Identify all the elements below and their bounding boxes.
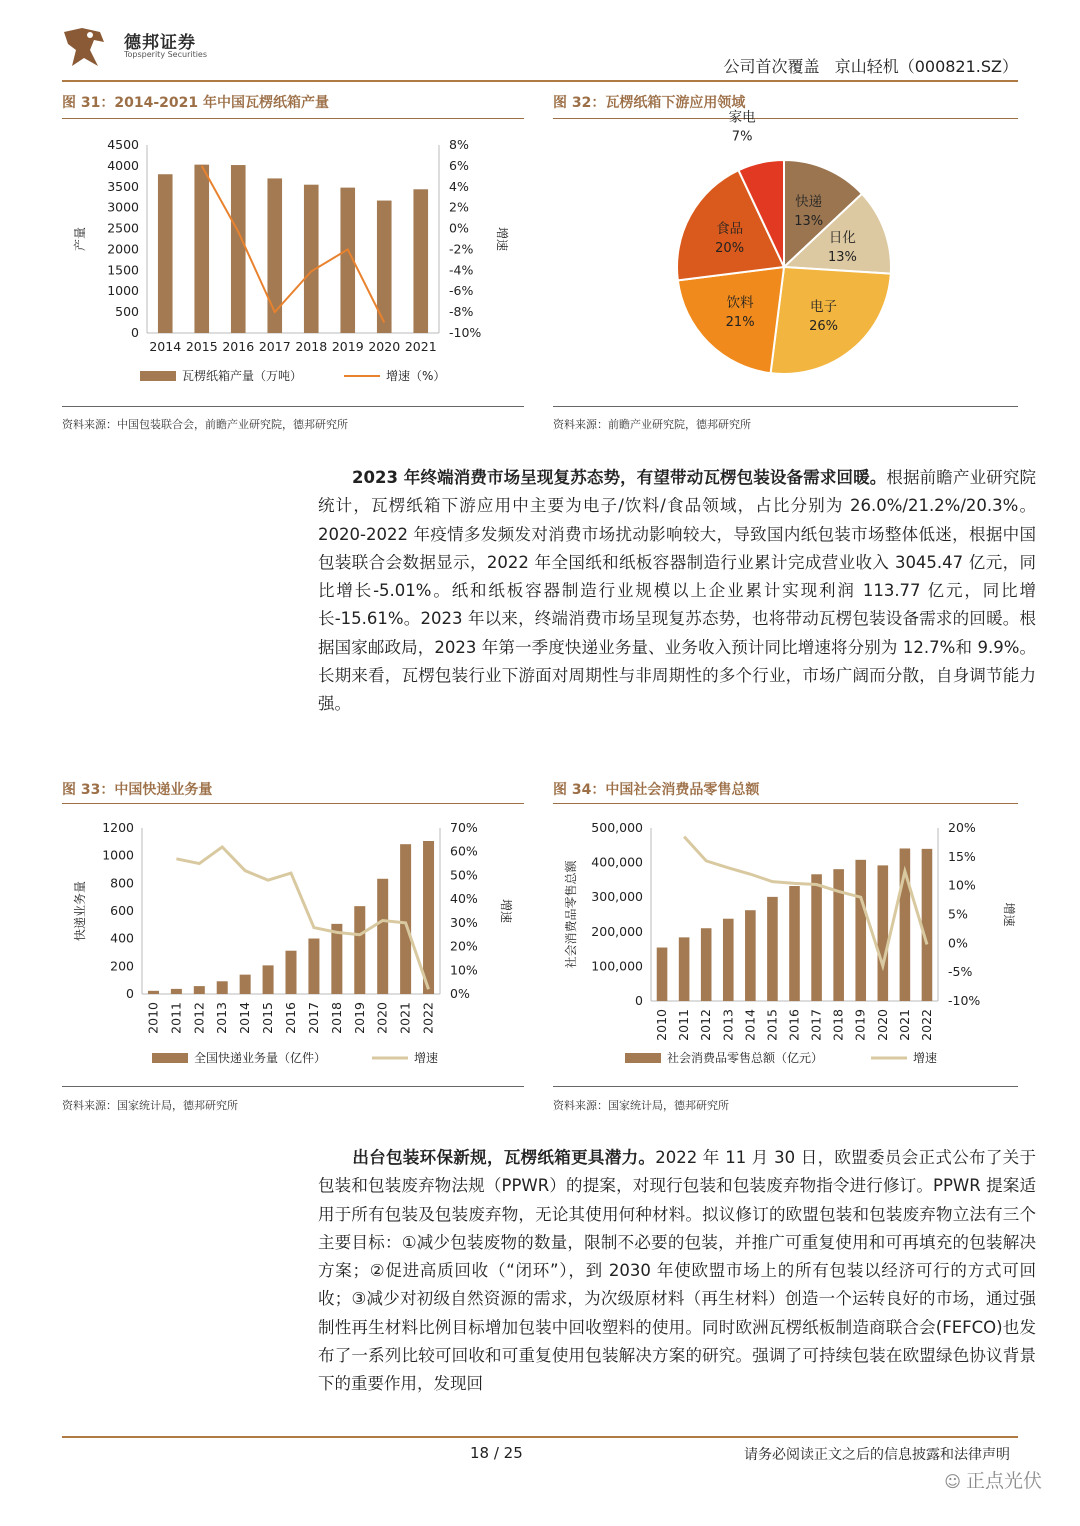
y-tick-label: 1500 [107,262,139,278]
pie-label: 食品 [716,221,744,238]
x-tick-label: 2020 [374,1002,390,1034]
logo-text: 德邦证券 [124,33,196,53]
bar [217,981,228,994]
y2-tick-label: -6% [449,283,474,299]
bar [701,928,712,1001]
x-tick-label: 2014 [742,1009,758,1041]
y-tick-label: 800 [110,875,134,891]
x-tick-label: 2015 [260,1002,276,1034]
y-tick-label: 0 [635,993,643,1008]
y2-tick-label: 30% [450,914,478,930]
y-tick-label: 200 [110,958,134,974]
x-tick-label: 2010 [654,1009,670,1041]
y2-tick-label: 5% [948,906,968,922]
x-tick-label: 2013 [214,1002,230,1034]
bar [231,165,246,333]
bar [767,897,778,1001]
legend-bar-label: 瓦楞纸箱产量（万吨） [182,369,303,383]
y-tick-label: 0 [126,986,134,1001]
growth-line [176,847,428,989]
y2-tick-label: -10% [449,325,482,340]
y2-tick-label: 6% [449,157,469,173]
y-tick-label: 100,000 [591,958,643,974]
fig34-bottom-rule [553,1086,1018,1087]
y-tick-label: 500 [115,304,139,320]
bar [304,185,319,333]
paragraph-2-lead: 出台包装环保新规，瓦楞纸箱更具潜力。 [352,1148,656,1167]
legend-bar-label: 全国快递业务量（亿件） [194,1051,327,1065]
bar [855,860,866,1001]
y-tick-label: 0 [131,325,139,340]
pie-value-label: 20% [715,241,745,257]
y-tick-label: 4500 [107,137,139,152]
fig31-title: 图 31：2014-2021 年中国瓦楞纸箱产量 [62,95,329,111]
bar [789,886,800,1001]
x-tick-label: 2021 [896,1009,912,1041]
fig34-source: 资料来源：国家统计局，德邦研究所 [553,1099,729,1112]
paragraph-1-body: 根据前瞻产业研究院统计，瓦楞纸箱下游应用中主要为电子/饮料/食品领域，占比分别为 26.0%/21.2%/20.3%。2020-2022 年疫情多发频发对消费市场扰动影响较大，导致国内纸包装市场整体低迷，根据中国包装联合会数据显示，2022 年全国纸和纸板容器制造行业累计完成营业收入 3045.47 亿元，同比增长-5.01%。纸和纸板容器制造行业规模以上企业累计实现利润 113.77 亿元，同比增长-15.61%。2023 年以来，终端消费市场呈现复苏态势，也将带动瓦楞包装设备需求的回暖。根据国家邮政局，2023 年第一季度快递业务量、业务收入预计同比增速将分别为 12.7%和 9.9%。长期来看，瓦楞包装行业下游面对周期性与非周期性的多个行业，市场广阔而分散，自身调节能力强。 [318,468,1036,714]
fig33-bottom-rule [62,1086,524,1087]
y2-tick-label: 20% [948,820,976,835]
growth-line [684,837,927,966]
x-tick-label: 2018 [328,1002,344,1034]
header-divider [62,80,1018,82]
y2-tick-label: 20% [450,938,478,954]
bar [657,948,668,1001]
y2-axis-title: 增速 [499,898,513,924]
fig31-source: 资料来源：中国包装联合会，前瞻产业研究院，德邦研究所 [62,418,348,431]
paragraph-packaging-regulation [318,1144,1036,1399]
report-header-title: 公司首次覆盖 京山轻机（000821.SZ） [723,57,1018,76]
x-tick-label: 2019 [331,339,364,354]
y-tick-label: 400,000 [591,854,643,870]
x-tick-label: 2016 [786,1009,802,1041]
bar [922,849,933,1001]
watermark [944,1466,1042,1493]
pie-value-label: 21% [725,314,755,330]
pie-label: 家电 [728,109,756,126]
bar [679,937,690,1001]
y2-tick-label: 50% [450,867,478,883]
pie-value-label: 13% [794,214,824,230]
y2-tick-label: 70% [450,820,478,835]
pie-value-label: 7% [731,129,753,145]
legend-bar-swatch [625,1053,661,1063]
fig32-top-rule [553,118,1018,119]
y-tick-label: 1000 [102,847,134,863]
fig34-top-rule [553,803,1018,804]
bar [158,174,173,333]
y-tick-label: 2500 [107,220,139,236]
x-tick-label: 2017 [258,339,291,354]
y-tick-label: 1200 [102,820,134,835]
y2-tick-label: 2% [449,199,469,215]
y2-tick-label: 0% [948,935,968,951]
y2-tick-label: -2% [449,241,474,257]
x-tick-label: 2014 [149,339,182,354]
fig32-title: 图 32：瓦楞纸箱下游应用领域 [553,95,746,111]
bar [878,865,889,1001]
fig33-title: 图 33：中国快递业务量 [62,782,213,798]
y2-tick-label: 10% [450,962,478,978]
bar [194,986,205,994]
pie-label: 饮料 [726,294,754,311]
bar [285,951,296,994]
pie-label: 日化 [828,229,856,246]
y2-tick-label: 4% [449,178,469,194]
y2-axis-title: 增速 [495,226,509,252]
bar [240,975,251,994]
bar [423,841,434,994]
bar [723,919,734,1001]
x-tick-label: 2010 [145,1002,161,1034]
fig33-chart [62,808,524,1082]
bar [194,165,209,333]
y-tick-label: 3500 [107,178,139,194]
y2-tick-label: -8% [449,304,474,320]
fig31-bottom-rule [62,406,524,407]
logo-english: Topsperity Securities [124,50,208,59]
x-tick-label: 2017 [808,1009,824,1041]
fig32-chart [553,109,1018,400]
paragraph-consumer-recovery [318,464,1036,719]
fig33-top-rule [62,803,524,804]
x-tick-label: 2019 [351,1002,367,1034]
y-tick-label: 4000 [107,157,139,173]
disclaimer-note: 请务必阅读正文之后的信息披露和法律声明 [744,1447,1010,1463]
y-tick-label: 3000 [107,199,139,215]
legend-line-label: 增速（%） [386,369,446,383]
x-tick-label: 2013 [720,1009,736,1041]
y-tick-label: 200,000 [591,923,643,939]
paragraph-1-lead: 2023 年终端消费市场呈现复苏态势，有望带动瓦楞包装设备需求回暖。 [352,468,887,487]
bar [811,874,822,1001]
company-logo-icon [60,24,108,70]
y2-tick-label: 15% [948,848,976,864]
pie-value-label: 26% [809,318,839,334]
paragraph-2-body: 2022 年 11 月 30 日，欧盟委员会正式公布了关于包装和包装废弃物法规（PPWR）的提案，对现行包装和包装废弃物指令进行修订。PPWR 提案适用于所有包装及包装废弃物，无论其使用何种材料。拟议修订的欧盟包装和包装废弃物立法有三个主要目标：①减少包装废物的数量，限制不必要的包装，并推广可重复使用和可再填充的包装解决方案；②促进高质回收（“闭环”），到 2030 年使欧盟市场上的所有包装以经济可行的方式可回收；③减少对初级自然资源的需求，为次级原材料（再生材料）创造一个运转良好的市场，通过强制性再生材料比例目标增加包装中回收塑料的使用。同时欧洲瓦楞纸板制造商联合会(FEFCO)也发布了一系列比较可回收和可重复使用包装解决方案的研究。强调了可持续包装在欧盟绿色协议背景下的重要作用，发现回 [318,1148,1036,1394]
y-tick-label: 1000 [107,283,139,299]
x-tick-label: 2011 [168,1002,184,1034]
x-tick-label: 2020 [874,1009,890,1041]
fig34-title: 图 34：中国社会消费品零售总额 [553,782,760,798]
bar [745,910,756,1001]
y2-tick-label: 0% [450,986,470,1001]
x-tick-label: 2015 [185,339,218,354]
x-tick-label: 2018 [830,1009,846,1041]
bar [308,939,319,994]
fig31-chart [62,122,524,400]
x-tick-label: 2018 [295,339,328,354]
y2-tick-label: 8% [449,137,469,152]
x-tick-label: 2017 [305,1002,321,1034]
x-tick-label: 2016 [222,339,255,354]
footer-divider [62,1436,1018,1438]
y2-tick-label: 60% [450,843,478,859]
bar [354,906,365,994]
legend-line-label: 增速 [414,1051,439,1065]
x-tick-label: 2021 [397,1002,413,1034]
y2-tick-label: 40% [450,891,478,907]
pie-value-label: 13% [827,249,857,265]
y2-axis-title: 增速 [1002,902,1016,927]
page-number: 18 / 25 [470,1444,523,1462]
bar [171,989,182,994]
x-tick-label: 2020 [368,339,401,354]
bar [263,965,274,994]
fig32-source: 资料来源：前瞻产业研究院，德邦研究所 [553,418,751,431]
x-tick-label: 2016 [283,1002,298,1034]
x-tick-label: 2022 [420,1002,436,1034]
y-tick-label: 2000 [107,241,139,257]
legend-bar-swatch [152,1053,188,1063]
fig34-chart [553,808,1018,1082]
y-tick-label: 300,000 [591,889,643,905]
x-tick-label: 2019 [852,1009,868,1041]
y2-tick-label: 0% [449,220,469,236]
y-axis-title: 快递业务量 [73,880,87,942]
bar [377,879,388,994]
y2-tick-label: 10% [948,877,976,893]
bar [148,991,159,994]
watermark-text: 正点光伏 [965,1470,1042,1492]
bar [413,189,428,333]
y2-tick-label: -5% [948,964,973,980]
fig33-source: 资料来源：国家统计局，德邦研究所 [62,1099,238,1112]
growth-line [202,166,385,323]
x-tick-label: 2014 [237,1002,253,1034]
legend-bar-swatch [140,371,176,381]
x-tick-label: 2011 [676,1009,692,1041]
y-tick-label: 600 [110,903,134,918]
fig32-bottom-rule [553,406,1018,407]
x-tick-label: 2021 [404,339,437,354]
x-tick-label: 2015 [764,1009,780,1041]
legend-line-label: 增速 [913,1051,938,1065]
y-tick-label: 400 [110,930,134,946]
x-tick-label: 2012 [191,1002,207,1034]
x-tick-label: 2022 [918,1009,934,1041]
pie-label: 电子 [810,298,838,315]
pie-label: 快递 [795,194,823,211]
y-axis-title: 产量 [73,226,87,252]
y2-tick-label: -4% [449,262,474,278]
y2-tick-label: -10% [948,993,981,1008]
x-tick-label: 2012 [698,1009,714,1041]
fig31-top-rule [62,118,524,119]
y-axis-title: 社会消费品零售总额 [564,860,578,969]
bar [400,844,411,994]
wechat-icon: ☺ [944,1472,966,1491]
y-tick-label: 500,000 [591,820,643,835]
bar [331,924,342,994]
legend-bar-label: 社会消费品零售总额（亿元） [667,1051,824,1065]
